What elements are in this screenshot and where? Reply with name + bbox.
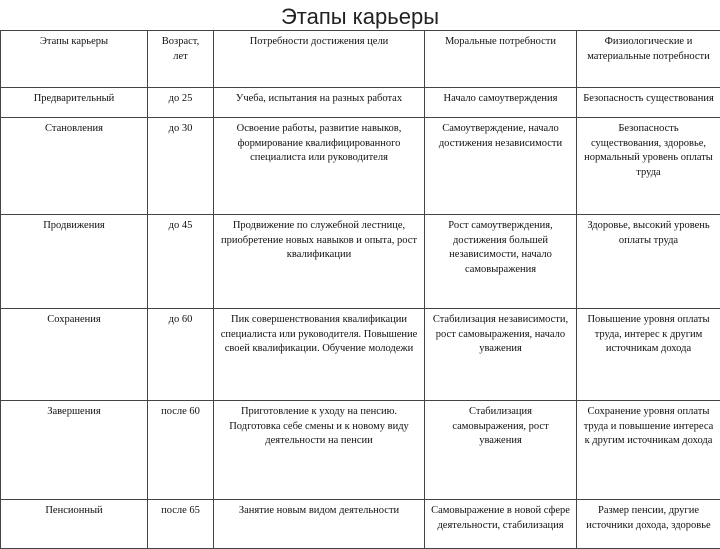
table-row xyxy=(1,500,720,549)
cell-material-needs: Повышение уровня оплаты труда, интерес к другим источникам дохода xyxy=(577,309,720,401)
cell-age: до 45 xyxy=(148,215,214,309)
cell-age: после 65 xyxy=(148,500,214,549)
cell-stage: Предварительный xyxy=(1,88,148,118)
header-age: Возраст, лет xyxy=(148,31,214,88)
table-row xyxy=(1,88,720,118)
cell-moral-needs: Рост самоутверждения, достижения большей независимости, начало самовыражения xyxy=(425,215,577,309)
header-stage: Этапы карьеры xyxy=(1,31,148,88)
cell-age: до 30 xyxy=(148,118,214,215)
cell-material-needs: Безопасность существования xyxy=(577,88,720,118)
cell-goal-needs: Учеба, испытания на разных работах xyxy=(214,88,425,118)
cell-goal-needs: Продвижение по служебной лестнице, приобретение новых навыков и опыта, рост квалификации xyxy=(214,215,425,309)
table-row xyxy=(1,309,720,401)
cell-moral-needs: Начало самоутверждения xyxy=(425,88,577,118)
cell-age: после 60 xyxy=(148,401,214,500)
cell-moral-needs: Стабилизация самовыражения, рост уважения xyxy=(425,401,577,500)
page-title: Этапы карьеры xyxy=(0,4,720,30)
cell-material-needs: Сохранение уровня оплаты труда и повышение интереса к другим источникам дохода xyxy=(577,401,720,500)
table-header-row xyxy=(1,31,720,88)
cell-stage: Пенсионный xyxy=(1,500,148,549)
cell-material-needs: Здоровье, высокий уровень оплаты труда xyxy=(577,215,720,309)
header-material-needs: Физиологические и материальные потребности xyxy=(577,31,720,88)
cell-stage: Продвижения xyxy=(1,215,148,309)
cell-stage: Становления xyxy=(1,118,148,215)
cell-material-needs: Размер пенсии, другие источники дохода, здоровье xyxy=(577,500,720,549)
cell-stage: Сохранения xyxy=(1,309,148,401)
cell-age: до 25 xyxy=(148,88,214,118)
cell-moral-needs: Самоутверждение, начало достижения независимости xyxy=(425,118,577,215)
cell-goal-needs: Пик совершенствования квалификации специалиста или руководителя. Повышение своей квалификации. Обучение молодежи xyxy=(214,309,425,401)
table-row xyxy=(1,215,720,309)
cell-age: до 60 xyxy=(148,309,214,401)
table-row xyxy=(1,118,720,215)
cell-stage: Завершения xyxy=(1,401,148,500)
cell-goal-needs: Приготовление к уходу на пенсию. Подготовка себе смены и к новому виду деятельности на пенсии xyxy=(214,401,425,500)
cell-goal-needs: Освоение работы, развитие навыков, формирование квалифицированного специалиста или руководителя xyxy=(214,118,425,215)
table-row xyxy=(1,401,720,500)
cell-moral-needs: Самовыражение в новой сфере деятельности, стабилизация xyxy=(425,500,577,549)
cell-goal-needs: Занятие новым видом деятельности xyxy=(214,500,425,549)
header-goal-needs: Потребности достижения цели xyxy=(214,31,425,88)
header-moral-needs: Моральные потребности xyxy=(425,31,577,88)
cell-moral-needs: Стабилизация независимости, рост самовыражения, начало уважения xyxy=(425,309,577,401)
cell-material-needs: Безопасность существования, здоровье, нормальный уровень оплаты труда xyxy=(577,118,720,215)
career-stages-table xyxy=(0,30,720,549)
